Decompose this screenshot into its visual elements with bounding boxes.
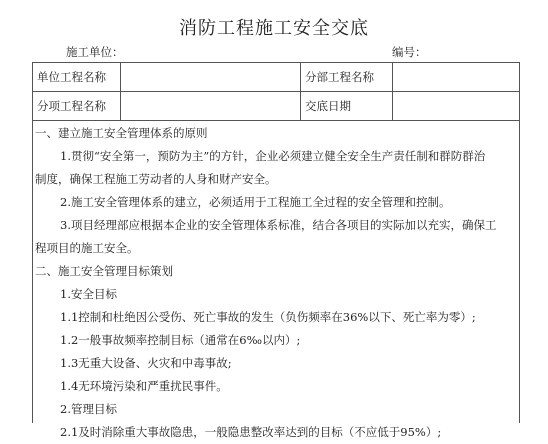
paragraph-line: 3.项目经理部应根据本企业的安全管理体系标准，结合各项目的实际加以充实，确保工 [60,218,497,232]
item-project-name-label: 分项工程名称 [33,92,121,121]
paragraph-line: 1.4无环境污染和严重扰民事件。 [60,379,228,393]
unit-project-name-label: 单位工程名称 [33,63,121,92]
subsection-heading: 1.安全目标 [60,287,117,301]
document-title: 消防工程施工安全交底 [179,18,369,39]
construction-unit-label: 施工单位： [66,45,124,59]
section-heading: 二、施工安全管理目标策划 [35,264,173,278]
document-number-label: 编号： [392,45,427,59]
briefing-content [35,122,515,444]
paragraph-line: 2.施工安全管理体系的建立，必须适用于工程施工全过程的安全管理和控制。 [60,195,451,209]
unit-project-name-value [121,63,301,92]
paragraph-line: 程项目的施工安全。 [35,241,139,255]
subsection-heading: 2.管理目标 [60,402,117,416]
paragraph-line: 1.3无重大设备、火灾和中毒事故; [60,356,232,370]
table-row [33,63,520,92]
briefing-date-label: 交底日期 [301,92,393,121]
paragraph-line: 1.2一般事故频率控制目标（通常在6‰以内）; [60,333,301,347]
sub-project-name-label: 分部工程名称 [301,63,393,92]
item-project-name-value [121,92,301,121]
sub-project-name-value [393,63,520,92]
section-heading: 一、建立施工安全管理体系的原则 [35,126,208,140]
paragraph-line: 1.贯彻“安全第一，预防为主”的方针，企业必须建立健全安全生产责任制和群防群治 [60,149,486,163]
project-info-table [32,62,520,121]
briefing-date-value [393,92,520,121]
paragraph-line: 1.1控制和杜绝因公受伤、死亡事故的发生（负伤频率在36%以下、死亡率为零）; [60,310,476,324]
paragraph-line: 制度，确保工程施工劳动者的人身和财产安全。 [35,172,277,186]
table-row [33,92,520,121]
paragraph-line: 2.1及时消除重大事故隐患，一般隐患整改率达到的目标（不应低于95%）; [60,425,442,439]
